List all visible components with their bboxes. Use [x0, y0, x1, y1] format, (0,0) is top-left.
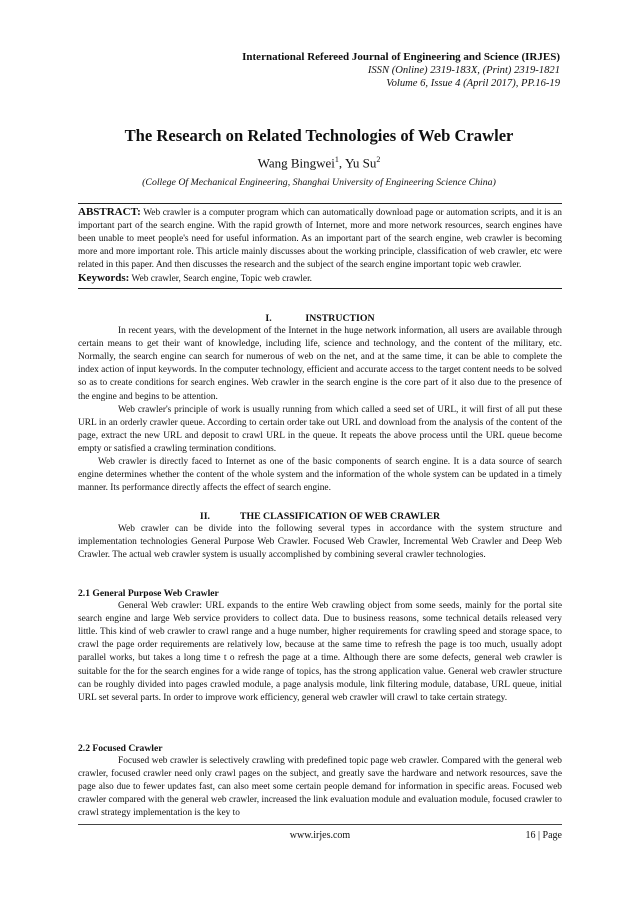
- keywords-paragraph: [78, 272, 562, 286]
- abstract-box: [78, 203, 562, 289]
- section-2-title: THE CLASSIFICATION OF WEB CRAWLER: [239, 511, 441, 522]
- subsection-2-1: [78, 587, 562, 705]
- footer-page-number: 16 | Page: [525, 830, 562, 841]
- subsection-2-1-paragraph: General Web crawler: URL expands to the entire Web crawling object from some seeds, mainly for the portal site search engine and large Web service providers to collect data. Due to business reasons, some technical details released very little. This kind of web crawler to crawl range and a huge number, higher requirements for crawling speed and storage space, to crawl the page order requirements are relatively low, because at the same time to refresh the page is too much, usually adopt parallel works, but takes a long time t o refresh the page at a time. Although there are some defects, general web crawler is suitable for the for the search engines for a wide range of topics, has the strong application value. General web crawler structure can be roughly divided into pages crawled module, a page analysis module, link filtering module, database, URL queue, initial URL set several parts. In order to improve work efficiency, general web crawler will crawl to take certain strategy.: [78, 601, 562, 703]
- journal-issn: ISSN (Online) 2319-183X, (Print) 2319-1821: [367, 65, 560, 76]
- section-1-paragraph-1: In recent years, with the development of the Internet in the huge network information, all users are available through certain means to get their want of knowledge, including life, science and technology, and the content of the military, etc. Normally, the search engine can search for numerous of web on the net, and at the same time, it can be able to complete the index action of input keywords. In the computer technology, efficient and accurate access to the target content needs to be solved so as to create conditions for search engines. Web crawler in the search engine is the core part of it also due to the presence of the engine and begins to be attention.: [78, 326, 562, 402]
- subsection-2-2-paragraph: Focused web crawler is selectively crawling with predefined topic page web crawler. Compared with the general web crawler, focused crawler need only crawl pages on the subject, and greatly save the hardware and network resources, save the page also due to fewer updates fast, can also meet some certain people demand for information in specific areas. Focused web crawler compared with the general web crawler, increased the link evaluation module and evaluation module, focused crawler to crawl strategy implementation is the key to: [78, 756, 562, 819]
- keywords-label: Keywords:: [78, 272, 130, 284]
- section-2-heading: [78, 510, 562, 523]
- author-2: Yu Su: [344, 155, 377, 171]
- section-2: [78, 510, 562, 562]
- author-1: Wang Bingwei: [257, 155, 335, 171]
- section-1-paragraph-2: Web crawler's principle of work is usually running from which called a seed set of URL, it will first of all put these URL in an orderly crawler queue. According to certain order take out URL and download from the analysis of the content of the page, extract the new URL and deposit to crawl URL in the queue. It repeats the above process until the URL queue become empty or satisfied a crawling termination conditions.: [78, 404, 562, 454]
- section-1: [78, 312, 562, 495]
- section-1-heading: [78, 312, 562, 325]
- author-2-sup: 2: [376, 155, 381, 164]
- journal-volume: Volume 6, Issue 4 (April 2017), PP.16-19: [386, 78, 560, 89]
- journal-name: International Refereed Journal of Engineering and Science (IRJES): [242, 51, 560, 63]
- footer-url: www.irjes.com: [289, 830, 351, 841]
- section-1-paragraph-3: Web crawler is directly faced to Internet as one of the basic components of search engine. It is a data source of search engine determines whether the content of the whole system and the information of the whole system can be updated in a timely manner. Its performance directly affects the effect of search engine.: [78, 457, 562, 494]
- author-line: [0, 151, 638, 171]
- section-2-number: II.: [199, 511, 210, 522]
- author-1-sup: 1: [334, 155, 339, 164]
- keywords-text: Web crawler, Search engine, Topic web crawler.: [131, 274, 313, 284]
- section-2-paragraph-1: Web crawler can be divide into the following several types in accordance with the system structure and implementation technologies General Purpose Web Crawler. Focused Web Crawler, Incremental Web Crawler and Deep Web Crawler. The actual web crawler system is usually accomplished by combining several crawler technologies.: [78, 524, 562, 561]
- author-separator: ,: [338, 155, 345, 171]
- abstract-text: Web crawler is a computer program which can automatically download page or automation scripts, and it is an important part of the search engine. With the rapid growth of Internet, more and more network resources, search engines have been unable to meet people's need for useful information. As an important part of the search engine, web crawler is becoming more and more important role. This article mainly discusses about the working principle, classification of web crawler, etc were related in this paper. And then discusses the research and the subject of the search engine important topic web crawler.: [78, 208, 562, 270]
- abstract-paragraph: [78, 206, 562, 272]
- abstract-label: ABSTRACT:: [78, 206, 141, 218]
- section-1-number: I.: [265, 313, 272, 324]
- section-1-title: INSTRUCTION: [305, 313, 375, 324]
- page-footer: [78, 824, 562, 845]
- subsection-2-2-title: 2.2 Focused Crawler: [78, 743, 163, 754]
- subsection-2-1-title: 2.1 General Purpose Web Crawler: [78, 588, 219, 599]
- affiliation: (College Of Mechanical Engineering, Shanghai University of Engineering Science China): [142, 177, 496, 188]
- subsection-2-2: [78, 742, 562, 821]
- paper-title: The Research on Related Technologies of Web Crawler: [124, 126, 514, 145]
